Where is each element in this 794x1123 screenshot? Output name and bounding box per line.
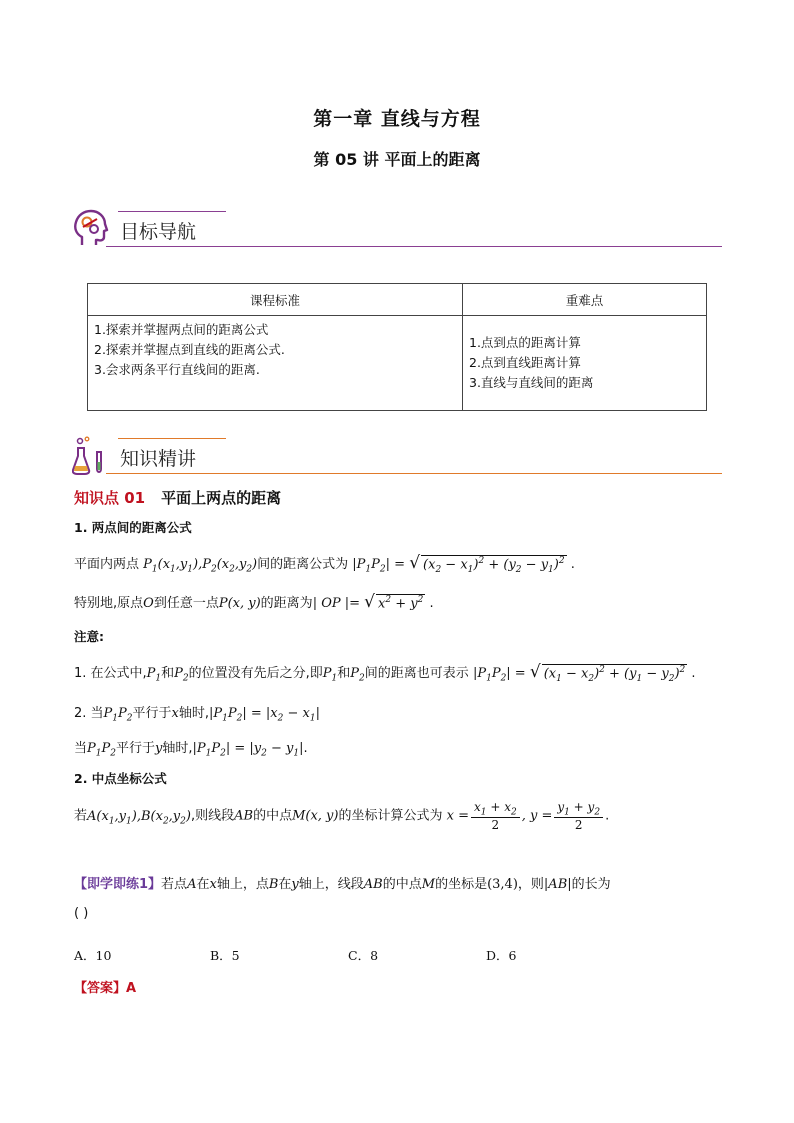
answer-blank: ( ) (74, 906, 89, 921)
list-item: 2.点到直线距离计算 (469, 355, 581, 370)
choice-a: A．10 (74, 948, 112, 963)
subheading-distance-formula: 1. 两点间的距离公式 (74, 520, 192, 535)
note-3-line: 当$P_1P_2$平行于y轴时$,|P_1P_2| = |y_2 - y_1|$. (74, 741, 308, 759)
list-item: 1.点到点的距离计算 (469, 335, 581, 350)
knowledge-point-name: 平面上两点的距离 (161, 489, 282, 507)
exercise-1: 【即学即练1】若点A在x轴上，点B在y轴上，线段AB的中点M的坐标是(3,4)，则|AB|的长为 (74, 877, 611, 892)
midpoint-formula-line: 若$A(x_1,y_1),B(x_2,y_2)$,则线段AB的中点M(x, y)的坐标计算公式为 x = $\frac{x_1 + x_2}{2}$ , y = $\frac{y_1 + y_2}{2}$ . (74, 800, 610, 833)
subheading-midpoint-formula: 2. 中点坐标公式 (74, 771, 167, 786)
head-gears-icon (72, 209, 110, 249)
note-label: 注意: (74, 629, 104, 644)
list-item: 2.探索并掌握点到直线的距离公式. (94, 342, 285, 357)
standards-cell (88, 316, 463, 411)
table-header-key-points: 重难点 (463, 284, 707, 316)
exercise-tag: 【即学即练1】 (74, 877, 162, 892)
knowledge-point-title (74, 487, 281, 508)
section-header-knowledge (72, 436, 722, 476)
lab-flask-icon (72, 436, 110, 476)
section-label-goals: 目标导航 (120, 221, 197, 243)
section-label-knowledge: 知识精讲 (120, 448, 197, 470)
origin-distance-line: 特别地,原点O到任意一点P(x, y)的距离为| OP |= √ $x^2 + y^2$ . (74, 592, 434, 612)
key-points-cell (463, 316, 707, 411)
knowledge-point-number: 知识点 01 (74, 489, 146, 507)
choice-c: C．8 (348, 948, 379, 963)
list-item: 3.会求两条平行直线间的距离. (94, 362, 260, 377)
table-header-standards: 课程标准 (88, 284, 463, 316)
chapter-title: 第一章 直线与方程 (313, 108, 481, 130)
choice-b: B．5 (210, 948, 240, 963)
choice-d: D．6 (486, 948, 517, 963)
note-1-line: 1. 在公式中$,P_1$和$P_2$的位置没有先后之分,即$P_1$和$P_2$间的距离也可表示 $|P_1P_2|$ = √ $(x_1 - x_2)^2 + (y_1 - y_2)^2$ . (74, 662, 696, 684)
list-item: 3.直线与直线间的距离 (469, 375, 594, 390)
list-item: 1.探索并掌握两点间的距离公式 (94, 322, 269, 337)
note-2-line: 2. 当$P_1P_2$平行于x轴时$,|P_1P_2| = |x_2 - x_1|$ (74, 706, 320, 724)
distance-formula-line: 平面内两点 $P_1(x_1,y_1),P_2(x_2,y_2)$间的距离公式为 $|P_1P_2|$ = √ $(x_2 - x_1)^2 + (y_2 - y_1)^2$ . (74, 553, 575, 575)
goals-table (87, 283, 707, 411)
section-header-goals (72, 209, 722, 249)
answer: 【答案】A (74, 981, 137, 996)
lesson-title: 第 05 讲 平面上的距离 (313, 150, 481, 169)
